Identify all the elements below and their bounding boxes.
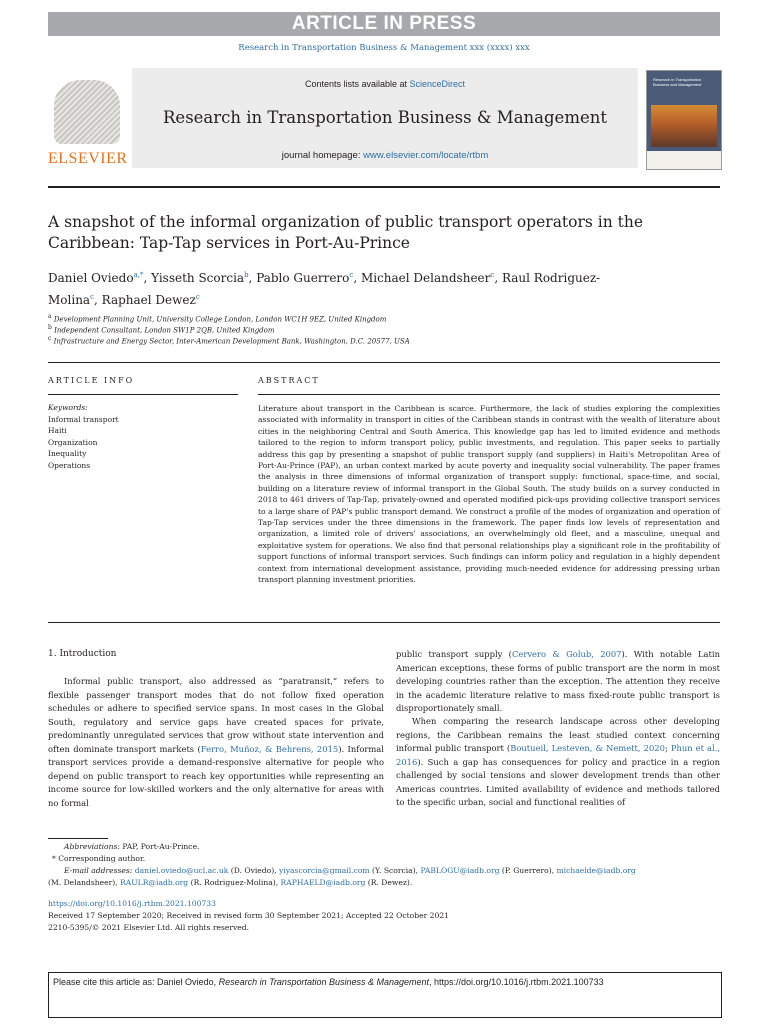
- author-separator: ,: [248, 271, 257, 285]
- body-text: public transport supply (: [396, 649, 512, 659]
- author-name[interactable]: Daniel Oviedo: [48, 271, 134, 285]
- abstract-text: Literature about transport in the Caribbean is scarce. Furthermore, the lack of studies exploring the complexities associated with informality in transport in cities of the Caribbean stands in contrast with the wealth of literature about cities in the neighboring Central and South America. This knowledge gap has led to limited evidence and methods tailored to the region to inform transport policy, public investments, and regulation. This paper seeks to partially address this gap by presenting a snapshot of public transport supply (and suppliers) in Haiti's Metropolitan Area of Port-Au-Prince (PAP), an urban context marked by acute poverty and inequality social vulnerability. The paper frames the analysis in three dimensions of informal organization of transport supply: functional, space-time, and social, building on a literature review of informal transport in the Global South. The study builds on a survey conducted in 2018 to 461 drivers of Tap-Tap, privately-owned and operated modified pick-ups providing collective transport services to a large share of PAP's public transport demand. We construct a profile of the modes of organization and operation of Tap-Tap services under the three dimensions in the framework. The paper finds low levels of representation and organization, a limited role of drivers' associations, an overwhelmingly old fleet, and a masculine, unequal and exploitative system for operations. We also find that personal relationships play a significant role in the profitability of support functions of informal transport services. Such findings can inform policy and regulation in a highly dependent context from international development assistance, providing much-needed evidence for addressing pressing urban transport planning investment priorities.: [258, 404, 720, 585]
- abstract-bottom-rule: [48, 622, 720, 623]
- elsevier-logo-text: ELSEVIER: [48, 150, 128, 167]
- email-owner: (Y. Scorcia),: [369, 866, 421, 875]
- email-owner: (R. Dewez).: [365, 878, 413, 887]
- keyword: Inequality: [48, 449, 87, 458]
- email-link[interactable]: RAULR@iadb.org: [120, 878, 189, 887]
- journal-title: Research in Transportation Business & Management: [163, 108, 607, 127]
- homepage-prefix: journal homepage:: [281, 150, 364, 161]
- affiliation-mark: b: [48, 324, 52, 331]
- citation-link[interactable]: Cervero & Golub, 2007: [511, 649, 622, 659]
- authors-line-2: [48, 288, 728, 310]
- footnote-emails-cont: [48, 877, 720, 889]
- masthead-box: [132, 68, 638, 168]
- cite-suffix[interactable]: , https://doi.org/10.1016/j.rtbm.2021.100733: [429, 977, 604, 987]
- elsevier-tree-icon: [54, 80, 120, 144]
- article-title: [48, 212, 688, 254]
- contents-available: [132, 79, 638, 89]
- email-link[interactable]: yiyascorcia@gmail.com: [279, 866, 370, 875]
- title-line-2: Caribbean: Tap-Tap services in Port-Au-Prince: [48, 234, 410, 252]
- author-affiliation-mark[interactable]: c: [195, 293, 200, 301]
- author-list: [48, 266, 728, 310]
- body-text: ). Informal transport services provide a demand-responsive alternative for people who depend on public transport to reach key opportunities while representing an income source for low-skilled workers and the only alternative for areas with no formal: [48, 743, 384, 808]
- journal-masthead: [48, 68, 720, 172]
- running-head[interactable]: Research in Transportation Business & Management xxx (xxxx) xxx: [238, 43, 530, 53]
- journal-homepage: [132, 150, 638, 161]
- abstract-heading: ABSTRACT: [258, 376, 320, 385]
- keyword: Operations: [48, 460, 91, 470]
- body-left-column: [48, 675, 384, 810]
- body-text: Informal public transport, also addressed as “paratransit,” refers to flexible passenger transport modes that do not follow fixed operation schedules or adhere to specified service spans. In most cases in the Global South, regulatory and service gaps have created spaces for private, predominantly unregulated services that grow without state intervention and often dominate transport markets (: [48, 676, 384, 754]
- affiliation-mark: c: [48, 335, 52, 342]
- footnote-abbreviations: [64, 841, 736, 853]
- received-dates: Received 17 September 2020; Received in revised form 30 September 2021; Accepted 22 October 2021: [48, 911, 449, 920]
- email-link[interactable]: daniel.oviedo@ucl.ac.uk: [134, 866, 229, 875]
- body-text: ;: [664, 743, 671, 753]
- author-name[interactable]: Michael Delandsheer: [360, 271, 491, 285]
- author-name[interactable]: Yisseth Scorcia: [151, 271, 245, 285]
- article-info-heading: ARTICLE INFO: [48, 376, 135, 385]
- abstract-rule: [258, 394, 720, 395]
- author-affiliation-mark[interactable]: c: [349, 271, 354, 279]
- keywords-label: Keywords:: [48, 403, 88, 412]
- homepage-link[interactable]: www.elsevier.com/locate/rtbm: [363, 150, 489, 161]
- affiliation-text: Infrastructure and Energy Sector, Inter-American Development Bank, Washington, D.C. 20577, USA: [53, 337, 410, 346]
- author-separator: ,: [94, 293, 102, 307]
- affiliation-text: Development Planning Unit, University College London, London WC1H 9EZ, United Kingdom: [53, 315, 387, 324]
- keyword: Organization: [48, 437, 98, 447]
- author-name[interactable]: Raphael Dewez: [101, 293, 196, 307]
- footnote-rule: [48, 838, 108, 839]
- email-label: E-mail addresses:: [64, 866, 133, 875]
- abbreviations-text: PAP, Port-Au-Prince.: [119, 842, 200, 851]
- abbreviations-label: Abbreviations:: [64, 842, 120, 851]
- body-right-paragraph-2: [396, 715, 720, 810]
- author-separator: ,: [353, 271, 361, 285]
- elsevier-logo[interactable]: [48, 72, 128, 168]
- copyright: 2210-5395/© 2021 Elsevier Ltd. All rights reserved.: [48, 923, 250, 932]
- affiliation-mark: a: [48, 313, 52, 320]
- affiliation-c: [48, 334, 728, 346]
- cite-prefix: Please cite this article as: Daniel Oviedo,: [53, 977, 219, 987]
- keyword: Haiti: [48, 426, 67, 435]
- keyword: Informal transport: [48, 414, 119, 424]
- author-separator: ,: [494, 271, 502, 285]
- cover-title: Research in Transportation Business and Management: [653, 77, 702, 87]
- citation-link[interactable]: Ferro, Muñoz, & Behrens, 2015: [200, 743, 339, 754]
- masthead-rule: [48, 186, 720, 188]
- body-text: When comparing the research landscape across other developing regions, the Caribbean remains the least studied context concerning informal public transport (: [396, 716, 720, 753]
- author-affiliation-mark[interactable]: b: [244, 271, 249, 279]
- section-heading-introduction: 1. Introduction: [48, 649, 117, 659]
- email-owner: (P. Guerrero),: [499, 866, 557, 875]
- author-name[interactable]: Molina: [48, 293, 91, 307]
- email-owner: (D. Oviedo),: [228, 866, 280, 875]
- article-in-press-banner: ARTICLE IN PRESS: [48, 12, 720, 36]
- citation-text: [53, 977, 604, 987]
- cover-photo: [651, 105, 717, 147]
- info-top-rule: [48, 362, 720, 363]
- doi-link[interactable]: [48, 898, 720, 910]
- body-text: ). With notable Latin American exceptions, these forms of public transport are the norm in most developing countries rather than the exception. The attention they receive in the academic literature relative to mass fixed-route public transport is disproportionately small.: [396, 649, 720, 713]
- author-affiliation-mark[interactable]: c: [490, 271, 495, 279]
- email-owner: (M. Delandsheer),: [48, 878, 121, 887]
- citation-link[interactable]: Phun et al., 2016: [396, 743, 721, 767]
- cover-band: [647, 151, 721, 169]
- info-rule: [48, 394, 238, 395]
- author-affiliation-mark[interactable]: c: [90, 293, 94, 301]
- email-link[interactable]: RAPHAELD@iadb.org: [280, 878, 366, 887]
- title-line-1: A snapshot of the informal organization of public transport operators in the: [48, 213, 644, 231]
- journal-cover-image[interactable]: [646, 70, 722, 170]
- body-right-paragraph-1: [396, 648, 720, 716]
- footnote-emails: [64, 865, 720, 877]
- body-text: ). Such a gap has consequences for policy and practice in a region challenged by social tensions and slower development trends than other Americas countries. Limited availability of evidence and methods tailored to the specific urban, social and functional realities of: [396, 756, 720, 807]
- email-owner: (R. Rodriguez-Molina),: [188, 878, 281, 887]
- author-separator: ,: [143, 271, 152, 285]
- author-name[interactable]: Raul Rodriguez-: [501, 271, 601, 285]
- sciencedirect-link[interactable]: ScienceDirect: [409, 79, 466, 89]
- keywords-block: [48, 402, 238, 471]
- email-link[interactable]: michaelde@iadb.org: [556, 866, 636, 875]
- affiliation-text: Independent Consultant, London SW1P 2QB, United Kingdom: [54, 326, 275, 335]
- contents-prefix: Contents lists available at: [304, 79, 410, 89]
- author-name[interactable]: Pablo Guerrero: [256, 271, 350, 285]
- authors-line-1: [48, 266, 728, 288]
- email-link[interactable]: PABLOGU@iadb.org: [420, 866, 500, 875]
- citation-box: [48, 972, 722, 1018]
- doi-url[interactable]: https://doi.org/10.1016/j.rtbm.2021.100733: [48, 899, 216, 908]
- cite-journal: Research in Transportation Business & Management: [218, 977, 430, 987]
- footnote-corresponding: * Corresponding author.: [52, 854, 146, 863]
- citation-link[interactable]: Boutueil, Lesteven, & Nemett, 2020: [510, 743, 665, 753]
- author-affiliation-mark[interactable]: a,*: [133, 271, 144, 279]
